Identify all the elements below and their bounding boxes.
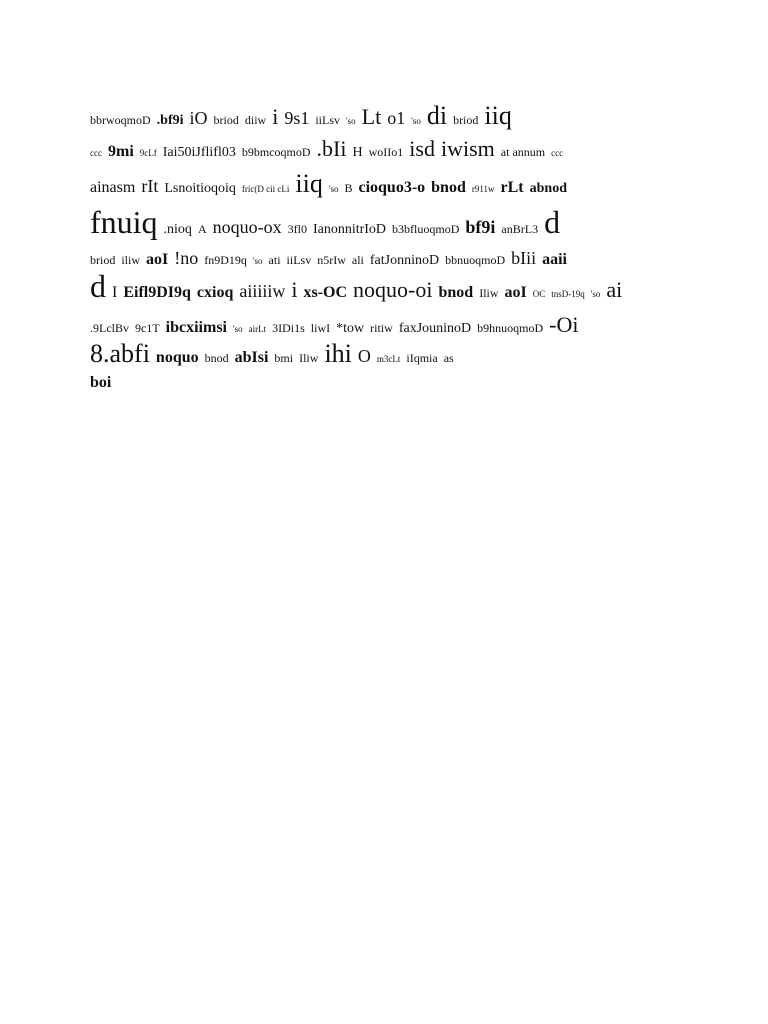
word: iwism	[440, 136, 495, 162]
word: ritiw	[370, 321, 393, 336]
word: fatJonninoD	[369, 252, 440, 268]
word: H	[352, 145, 363, 161]
word: airLt	[248, 324, 267, 335]
word: noquo-ox	[212, 217, 282, 238]
word: IanonnitrIoD	[312, 222, 387, 238]
word: abnod	[529, 181, 567, 197]
word: .bf9i	[156, 113, 184, 129]
word: tnsD-19q	[551, 289, 585, 300]
word: noquo-oi	[353, 277, 433, 303]
word: abIsi	[234, 349, 269, 367]
word: ali	[351, 252, 364, 267]
word: Lt	[361, 104, 382, 130]
word: 9c1T	[135, 321, 160, 336]
word: bnod	[438, 284, 474, 302]
word: bbnuoqmoD	[445, 252, 506, 267]
word: b9bmcoqmoD	[241, 145, 311, 160]
word: woIIo1	[368, 145, 404, 160]
word: iiLsv	[286, 252, 312, 267]
word: rLt	[500, 179, 524, 197]
word: isd	[409, 136, 435, 162]
word: r911w	[471, 184, 495, 195]
word: OC	[532, 289, 546, 300]
word: briod	[453, 113, 479, 128]
word: i	[291, 277, 298, 303]
word: iO	[189, 108, 208, 129]
word: fric(D cii cLi	[241, 184, 290, 195]
word: -Oi	[549, 312, 579, 338]
word: 'so	[233, 324, 243, 335]
word: noquo	[155, 349, 199, 367]
word: xs-OC	[303, 284, 348, 302]
word: iliw	[121, 252, 141, 267]
word: ihi	[324, 339, 352, 369]
word: .bIi	[316, 136, 347, 162]
word: cioquo3-o	[358, 179, 426, 197]
text-line	[90, 268, 690, 305]
word: Eifl9DI9q	[123, 284, 191, 302]
word: *tow	[336, 321, 365, 337]
word: d	[90, 268, 106, 305]
word: m3cLt	[376, 354, 401, 365]
word: iiLsv	[315, 113, 341, 128]
word: boi	[90, 374, 112, 392]
word: ibcxiimsi	[165, 319, 227, 337]
word: as	[443, 351, 454, 366]
word: .9LclBv	[90, 321, 129, 336]
text-line	[90, 171, 690, 197]
word: b9hnuoqmoD	[477, 321, 544, 336]
word: i	[272, 104, 279, 130]
word: Iliw	[479, 286, 499, 301]
word: 'so	[590, 289, 601, 300]
word: 9cLf	[139, 148, 157, 159]
word: 'so	[346, 116, 356, 127]
word: bbrwoqmoD	[90, 113, 151, 128]
word: o1	[387, 108, 406, 129]
word: B	[344, 181, 353, 196]
text-line	[90, 204, 690, 241]
word: bmi	[274, 351, 294, 366]
word: rIt	[141, 176, 159, 197]
word: 'so	[411, 116, 421, 127]
word: 9mi	[107, 143, 134, 161]
word: bnod	[431, 179, 466, 197]
word: fn9D19q	[204, 252, 247, 267]
word: 3IDi1s	[272, 321, 305, 336]
word: briod	[213, 113, 239, 128]
word: A	[197, 222, 207, 237]
word: aoI	[146, 250, 169, 268]
word: aiiiiiw	[239, 281, 286, 302]
word: n5rIw	[317, 252, 346, 267]
word: !no	[174, 247, 199, 268]
text-line	[90, 341, 690, 367]
word: ccc	[551, 148, 564, 159]
word: 'so	[252, 255, 263, 266]
word: cxioq	[196, 284, 234, 302]
word: I	[112, 284, 118, 302]
word: d	[544, 204, 561, 241]
word: 3fl0	[287, 222, 307, 237]
word: 9s1	[284, 108, 310, 129]
word: aaii	[542, 250, 567, 268]
text-line	[90, 314, 690, 336]
word: aoI	[504, 284, 527, 302]
text-line	[90, 138, 690, 160]
word: 8.abfi	[90, 339, 150, 369]
word: ainasm	[90, 179, 136, 197]
word: iIqmia	[406, 351, 438, 366]
text-line	[90, 375, 690, 391]
text-line	[90, 103, 690, 129]
word: ai	[606, 277, 623, 303]
word: iiq	[295, 169, 323, 199]
word: iiq	[484, 101, 512, 131]
word: b3bfluoqmoD	[392, 222, 460, 237]
word: liwI	[310, 321, 331, 336]
word: diiw	[244, 113, 267, 128]
word: .nioq	[163, 222, 192, 238]
word: bf9i	[465, 217, 496, 238]
word: di	[426, 101, 448, 131]
word: Iai50iJflifl03	[162, 145, 236, 161]
word: 'so	[328, 184, 339, 195]
word: faxJouninoD	[398, 321, 472, 337]
word: anBrL3	[501, 222, 539, 237]
word: Lsnoitioqoiq	[164, 181, 236, 197]
word: ccc	[90, 148, 102, 159]
word: bnod	[204, 351, 229, 366]
word: O	[357, 346, 371, 367]
word: fnuiq	[90, 204, 158, 241]
word: Iliw	[299, 351, 319, 366]
text-line	[90, 249, 690, 268]
word: at annum	[500, 145, 546, 160]
word: ati	[268, 252, 281, 267]
word: bIii	[511, 247, 537, 268]
word: briod	[90, 252, 116, 267]
